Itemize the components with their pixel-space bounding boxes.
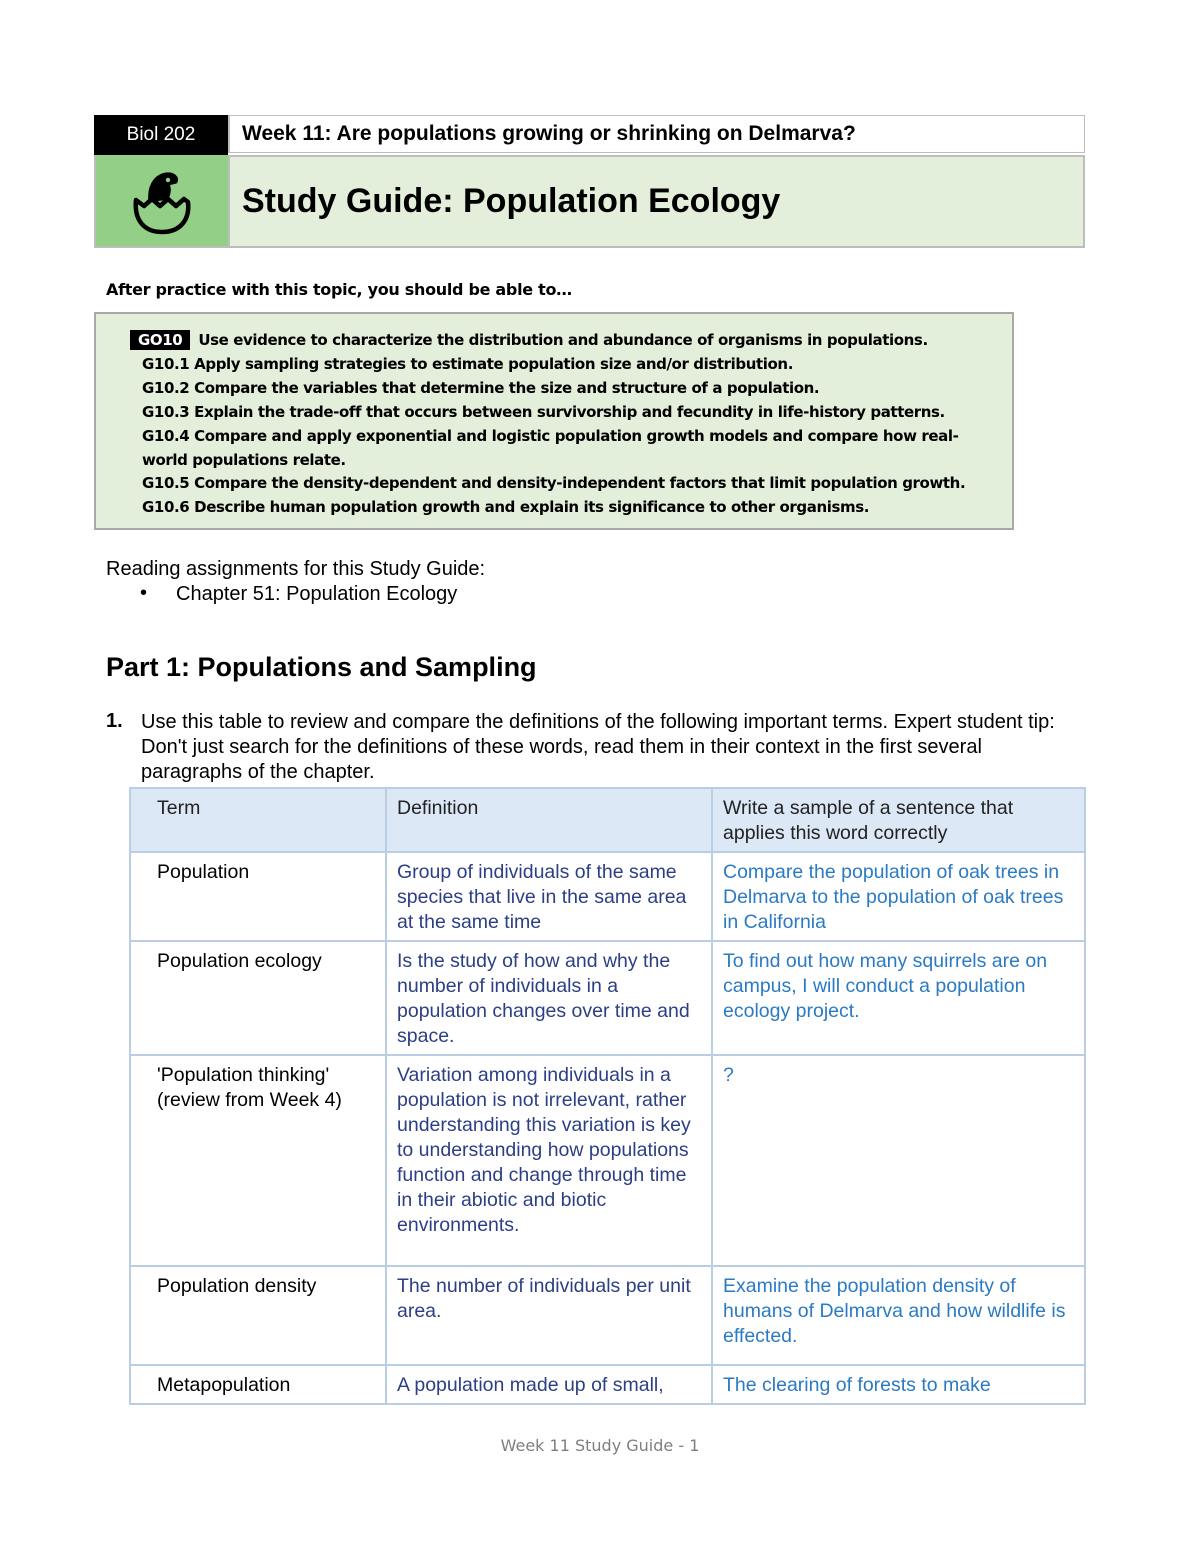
table-row <box>130 1365 1085 1404</box>
page-footer: Week 11 Study Guide - 1 <box>500 1436 700 1455</box>
example-cell: ? <box>712 1055 1085 1266</box>
goal-item: G10.4 Compare and apply exponential and logistic population growth models and compare how real-world populations relate. <box>142 427 959 469</box>
reading-label: Reading assignments for this Study Guide: <box>106 558 486 580</box>
goal-main-text: Use evidence to characterize the distribution and abundance of organisms in populations. <box>198 331 928 349</box>
definition-cell: Is the study of how and why the number of individuals in a population changes over time and space. <box>386 941 712 1055</box>
table-row <box>130 941 1085 1055</box>
bullet-icon: • <box>140 582 148 604</box>
intro-text: After practice with this topic, you should be able to… <box>106 280 572 299</box>
term-name: Population ecology <box>157 950 322 972</box>
example-cell: The clearing of forests to make <box>712 1365 1085 1404</box>
table-header-row <box>130 788 1085 852</box>
definition-cell: Variation among individuals in a population is not irrelevant, rather understanding this variation is key to understanding how populations function and change through time in their abiotic and biotic environments. <box>386 1055 712 1266</box>
goal-item: G10.6 Describe human population growth and explain its significance to other organisms. <box>142 498 870 516</box>
learning-goals-box <box>94 312 1014 530</box>
terms-table <box>129 787 1086 1405</box>
table-row <box>130 1055 1085 1266</box>
term-name: Population <box>157 861 250 883</box>
goal-item: G10.3 Explain the trade-off that occurs between survivorship and fecundity in life-history patterns. <box>142 403 945 421</box>
reading-item: Chapter 51: Population Ecology <box>176 583 458 605</box>
table-row <box>130 1266 1085 1365</box>
example-cell: Examine the population density of humans of Delmarva and how wildlife is effected. <box>712 1266 1085 1365</box>
term-name: Metapopulation <box>157 1374 291 1396</box>
question-number: 1. <box>106 710 123 732</box>
goal-main <box>130 328 928 352</box>
term-name: Population density <box>157 1275 317 1297</box>
term-note: (review from Week 4) <box>157 1089 342 1111</box>
guide-title: Study Guide: Population Ecology <box>228 155 1085 248</box>
part1-heading: Part 1: Populations and Sampling <box>106 652 537 682</box>
table-row <box>130 852 1085 941</box>
definition-cell: A population made up of small, <box>386 1365 712 1404</box>
definition-cell: Group of individuals of the same species that live in the same area at the same time <box>386 852 712 941</box>
example-cell: To find out how many squirrels are on campus, I will conduct a population ecology project. <box>712 941 1085 1055</box>
term-cell <box>130 941 386 1055</box>
goal-item: G10.1 Apply sampling strategies to estimate population size and/or distribution. <box>142 355 794 373</box>
term-cell <box>130 852 386 941</box>
question-text: Use this table to review and compare the definitions of the following important terms. Expert student tip: Don't just search for the definitions of these words, read them in their context in the first several paragraphs of the chapter. <box>141 711 1055 783</box>
goal-item: G10.5 Compare the density-dependent and density-independent factors that limit population growth. <box>142 474 966 492</box>
hatching-egg-icon <box>130 166 194 236</box>
course-label: Biol 202 <box>94 115 228 155</box>
header-definition: Definition <box>386 788 712 852</box>
week-title: Week 11: Are populations growing or shrinking on Delmarva? <box>228 115 1085 153</box>
header-term: Term <box>130 788 386 852</box>
header-example: Write a sample of a sentence that applies this word correctly <box>712 788 1085 852</box>
term-cell <box>130 1365 386 1404</box>
example-cell: Compare the population of oak trees in Delmarva to the population of oak trees in California <box>712 852 1085 941</box>
goal-item: G10.2 Compare the variables that determine the size and structure of a population. <box>142 379 820 397</box>
term-cell <box>130 1055 386 1266</box>
term-name: 'Population thinking' <box>157 1064 330 1086</box>
header-icon-cell <box>94 155 228 248</box>
term-cell <box>130 1266 386 1365</box>
goal-badge: GO10 <box>130 330 190 350</box>
definition-cell: The number of individuals per unit area. <box>386 1266 712 1365</box>
